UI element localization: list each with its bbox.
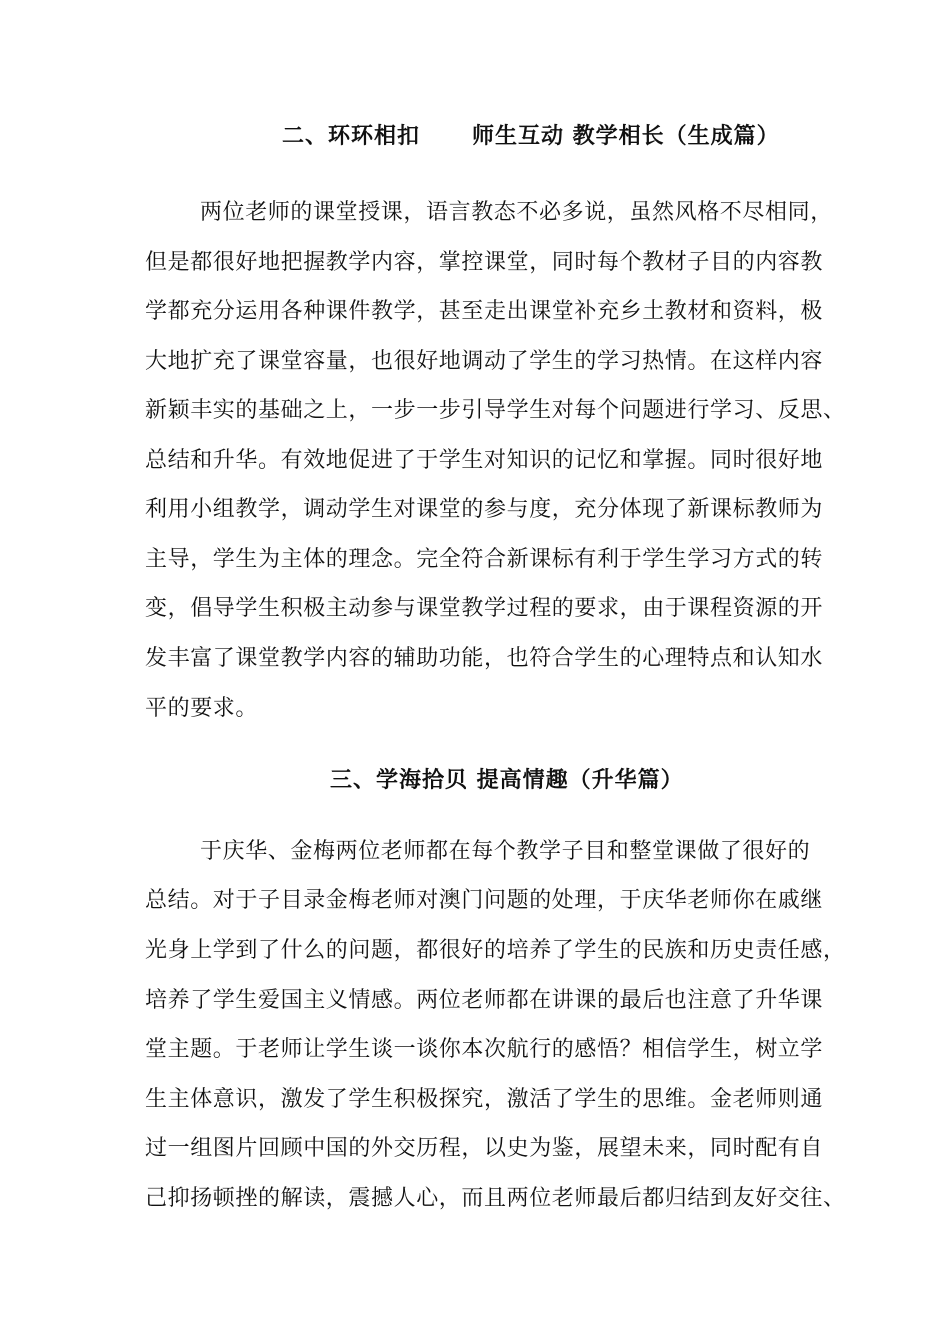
section-2-line: 利用小组教学，调动学生对课堂的参与度，充分体现了新课标教师为: [145, 497, 824, 522]
section-3-line: 过一组图片回顾中国的外交历程，以史为鉴，展望未来，同时配有自: [145, 1136, 824, 1161]
section-2-line: 两位老师的课堂授课，语言教态不必多说，虽然风格不尽相同，: [200, 200, 833, 225]
section-3-line: 培养了学生爱国主义情感。两位老师都在讲课的最后也注意了升华课: [145, 988, 824, 1013]
section-2-line: 新颖丰实的基础之上，一步一步引导学生对每个问题进行学习、反思、: [145, 398, 846, 423]
section-2-heading: [282, 121, 780, 151]
section-2-line: 大地扩充了课堂容量，也很好地调动了学生的学习热情。在这样内容: [145, 349, 824, 374]
section-3-heading: 三、学海拾贝 提高情趣（升华篇）: [330, 767, 684, 793]
section-2-line: 变，倡导学生积极主动参与课堂教学过程的要求，由于课程资源的开: [145, 596, 824, 621]
section-3-line: 己抑扬顿挫的解读，震撼人心，而且两位老师最后都归结到友好交往、: [145, 1186, 846, 1211]
section-2-line: 学都充分运用各种课件教学，甚至走出课堂补充乡土教材和资料，极: [145, 299, 824, 324]
section-2-line: 平的要求。: [145, 696, 259, 721]
section-2-title-part1: 二、环环相扣: [282, 123, 421, 149]
section-2-line: 但是都很好地把握教学内容，掌控课堂，同时每个教材子目的内容教: [145, 250, 824, 275]
section-2-title-part2: 师生互动 教学相长（生成篇）: [472, 123, 780, 149]
section-3-line: 总结。对于子目录金梅老师对澳门问题的处理，于庆华老师你在戚继: [145, 888, 824, 913]
section-2-line: 总结和升华。有效地促进了于学生对知识的记忆和掌握。同时很好地: [145, 448, 824, 473]
section-3-line: 于庆华、金梅两位老师都在每个教学子目和整堂课做了很好的: [200, 839, 811, 864]
section-2-line: 发丰富了课堂教学内容的辅助功能，也符合学生的心理特点和认知水: [145, 646, 824, 671]
section-3-line: 光身上学到了什么的问题，都很好的培养了学生的民族和历史责任感，: [145, 938, 846, 963]
section-2-line: 主导，学生为主体的理念。完全符合新课标有利于学生学习方式的转: [145, 547, 824, 572]
section-3-line: 堂主题。于老师让学生谈一谈你本次航行的感悟？相信学生，树立学: [145, 1037, 824, 1062]
section-3-line: 生主体意识，激发了学生积极探究，激活了学生的思维。金老师则通: [145, 1087, 824, 1112]
